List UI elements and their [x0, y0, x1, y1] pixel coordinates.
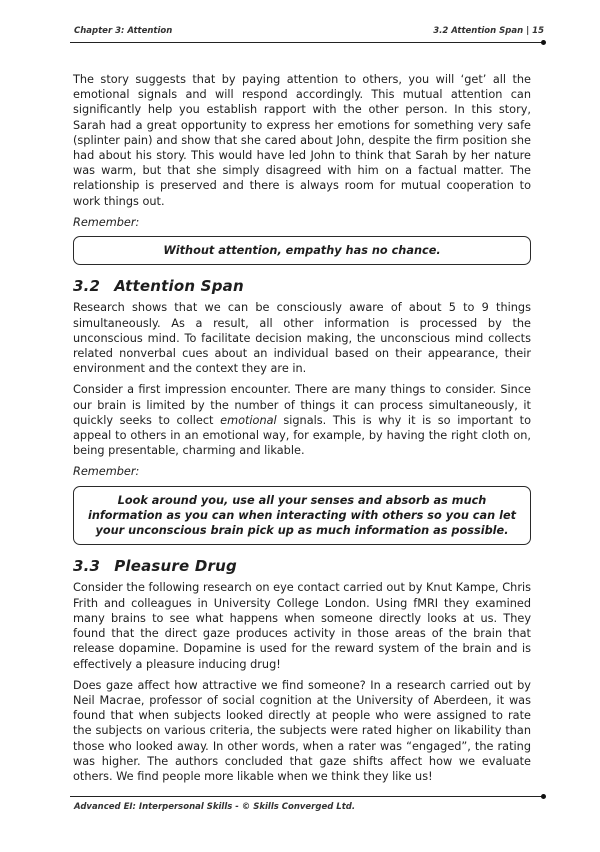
chapter-title: Chapter 3: Attention — [74, 26, 173, 36]
section-title: Pleasure Drug — [114, 557, 237, 576]
remember-label: Remember: — [73, 215, 140, 229]
section-heading-attention-span — [73, 279, 531, 294]
section-number: 3.2 — [73, 277, 101, 296]
paragraph: Does gaze affect how attractive we find someone? In a research carried out by Neil Macrae, professor of social cognition at the University of Aberdeen, it was found that when subjects looked directly at people who were assigned to rate the subjects on various criteria, the subjects were rated higher on likability than those who looked away. In other words, when a rater was “engaged”, the rating was higher. The authors concluded that gaze shifts affect how we evaluate others. We find people more likable when we think they like us! — [73, 678, 531, 783]
page-content — [73, 72, 531, 790]
callout-box: Look around you, use all your senses and absorb as much information as you can when interacting with others so you can let your unconscious brain pick up as much information as possible. — [73, 486, 531, 546]
paragraph — [73, 382, 531, 458]
header-rule — [70, 42, 544, 43]
paragraph-text: signals. This is why it is so important to appeal to others in an emotional way, for example, by having the right cloth on, being presentable, charming and likable. — [73, 413, 531, 458]
section-heading-pleasure-drug — [73, 559, 531, 574]
section-number: 3.3 — [73, 557, 101, 576]
footer-rule — [70, 796, 544, 797]
page-header — [74, 26, 544, 40]
intro-paragraph: The story suggests that by paying attention to others, you will ‘get’ all the emotional signals and will respond accordingly. This mutual attention can significantly help you establish rapport with the other person. In this story, Sarah had a great opportunity to express her emotions for something very safe (splinter pain) and show that she cared about John, despite the firm position she had about his story. This would have led John to think that Sarah by her nature was warm, but that she simply disagreed with him on a factual matter. The relationship is preserved and there is always room for mutual cooperation to work things out. — [73, 73, 531, 208]
paragraph: Research shows that we can be consciously aware of about 5 to 9 things simultaneously. As a result, all other information is processed by the unconscious mind. To facilitate decision making, the unconscious mind collects related nonverbal cues about an individual based on their appearance, their environment and the context they are in. — [73, 301, 531, 376]
footer-rule-dot — [541, 794, 546, 799]
section-page-number: 3.2 Attention Span | 15 — [433, 26, 544, 36]
emphasis-text: emotional — [220, 413, 277, 427]
callout-box: Without attention, empathy has no chance. — [73, 236, 531, 265]
paragraph: Consider the following research on eye contact carried out by Knut Kampe, Chris Frith and colleagues in University College London. Using fMRI they examined many brains to see what happens when someone directly looks at us. They found that the direct gaze produces activity in those areas of the brain that release dopamine. Dopamine is used for the reward system of the brain and is effectively a pleasure inducing drug! — [73, 581, 531, 671]
paragraph-text: Consider a first impression encounter. There are many things to consider. Since our brain is limited by the number of things it can process simultaneously, it quickly seeks to collect — [73, 383, 531, 427]
header-rule-dot — [541, 40, 546, 45]
page-footer: Advanced EI: Interpersonal Skills - © Skills Converged Ltd. — [74, 802, 356, 812]
section-title: Attention Span — [114, 277, 244, 296]
remember-label: Remember: — [73, 465, 140, 479]
